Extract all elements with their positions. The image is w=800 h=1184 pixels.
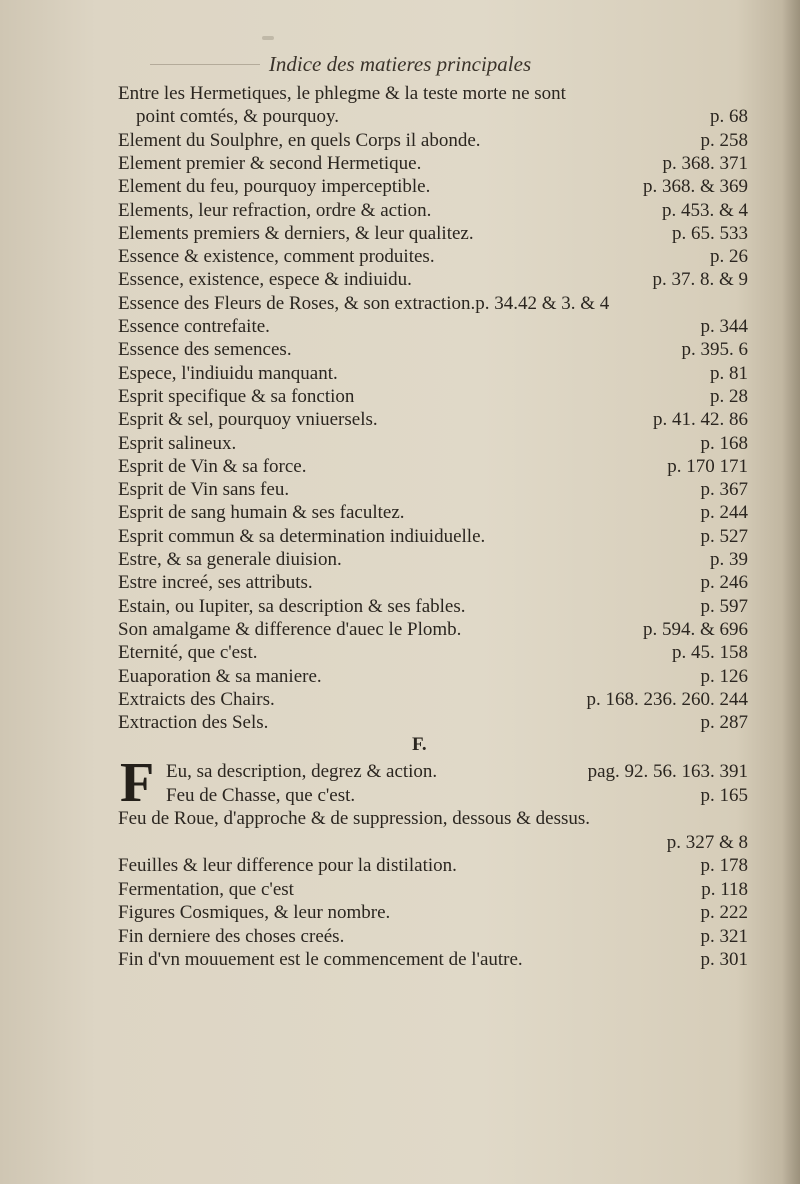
index-entry [118,854,748,878]
entry-page-ref: p. 170 171 [667,455,748,477]
index-entry [118,878,748,902]
entry-text: Feu de Chasse, que c'est. [166,784,356,806]
entry-text: Esprit commun & sa determination indiuiduelle. [118,525,486,547]
entry-page-ref: p. 258 [700,129,748,151]
entry-page-ref: p. 344 [700,316,748,337]
entry-page-ref: p. 126 [700,665,748,687]
entry-page-ref: p. 28 [710,385,748,407]
dropcap: F [120,752,155,814]
entry-page-ref: p. 246 [700,572,748,594]
entry-page-ref: p. 301 [700,949,748,970]
entry-text: point comtés, & pourquoy. [136,106,339,128]
index-entry [118,595,748,619]
entry-page-ref: p. 39 [710,549,748,570]
entry-text: Element du feu, pourquoy imperceptible. [118,176,431,198]
entry-text: Essence des Fleurs de Roses, & son extraction.p. 34.42 & 3. & 4 [118,292,610,314]
index-entry [118,385,748,409]
entry-text: Son amalgame & difference d'auec le Plomb. [118,618,462,640]
entry-text: Extraicts des Chairs. [118,688,275,710]
entry-text: Eternité, que c'est. [118,642,258,664]
entry-text: Esprit de Vin sans feu. [118,479,290,501]
index-entry [118,268,748,292]
running-head: Indice des matieres principales [268,52,532,76]
entry-page-ref: p. 287 [700,712,748,734]
entry-page-ref: p. 118 [701,878,748,900]
index-entry [118,760,748,784]
index-entry [118,571,748,595]
index-entry [118,831,748,855]
entry-page-ref: p. 527 [700,525,748,547]
index-entry [118,105,748,129]
entry-page-ref: p. 453. & 4 [661,199,748,221]
entry-text: Feu de Roue, d'approche & de suppression, dessous & dessus. [118,808,591,829]
entry-page-ref: p. 321 [700,925,748,947]
index-entry [118,432,748,456]
index-entry [118,784,748,808]
entry-text: Estre increé, ses attributs. [118,572,313,594]
entry-text: Elements premiers & derniers, & leur qualitez. [118,222,474,244]
entry-page-ref: p. 222 [700,902,748,923]
entry-text: Essence des semences. [118,339,292,361]
entry-page-ref: p. 81 [710,362,748,384]
entry-page-ref: p. 244 [700,502,748,524]
entry-text: Extraction des Sels. [118,712,269,734]
entry-text: Element du Soulphre, en quels Corps il abonde. [118,129,481,151]
entry-text: Essence, existence, espece & indiuidu. [118,269,412,291]
index-entry [118,525,748,549]
entry-page-ref: p. 68 [710,106,748,128]
entry-page-ref: p. 165 [700,784,748,806]
entry-text: Element premier & second Hermetique. [118,152,422,174]
entry-text: Fermentation, que c'est [118,878,294,900]
index-entry [118,925,748,949]
index-entry [118,199,748,223]
index-entry [118,665,748,689]
entry-page-ref: p. 41. 42. 86 [653,409,748,431]
entry-page-ref: p. 368. 371 [662,152,748,174]
index-entry [118,688,748,712]
index-entry [118,408,748,432]
index-entry [118,245,748,269]
index-entry [118,901,748,925]
index-entry [118,292,798,316]
entry-text: Euaporation & sa maniere. [118,665,322,687]
index-entry [118,548,748,572]
entry-page-ref: p. 178 [700,855,748,876]
index-entry [118,641,748,665]
section-letter: F. [412,734,427,755]
index-entry [118,338,748,362]
index-entry [118,175,748,199]
index-entry [118,82,798,106]
index-entry [118,222,748,246]
entry-text: Eu, sa description, degrez & action. [166,761,438,782]
index-entry [118,455,748,479]
index-entry [118,152,748,176]
entry-page-ref: p. 37. 8. & 9 [652,269,748,291]
entry-page-ref: p. 327 & 8 [666,831,748,853]
entry-text: Feuilles & leur difference pour la distilation. [118,855,457,876]
entry-page-ref: p. 594. & 696 [642,618,748,640]
entry-text: Entre les Hermetiques, le phlegme & la teste morte ne sont [118,83,566,104]
entry-page-ref: p. 395. 6 [681,339,748,361]
entry-text: Figures Cosmiques, & leur nombre. [118,902,391,923]
entry-text: Essence & existence, comment produites. [118,246,435,268]
entry-text: Fin d'vn mouuement est le commencement de l'autre. [118,949,523,970]
entry-page-ref: p. 45. 158 [672,642,748,664]
entry-text: Esprit specifique & sa fonction [118,385,355,407]
index-entry [118,807,798,831]
entry-text: Esprit de Vin & sa force. [118,455,307,477]
entry-page-ref: p. 597 [700,595,748,617]
index-entry [118,618,748,642]
entry-text: Elements, leur refraction, ordre & action. [118,199,432,221]
entry-page-ref: p. 26 [710,246,748,268]
index-entry [118,362,748,386]
entry-page-ref: pag. 92. 56. 163. 391 [587,761,748,782]
entry-text: Esprit salineux. [118,432,237,454]
index-entry [118,948,748,972]
entry-text: Espece, l'indiuidu manquant. [118,362,338,384]
index-entry [118,711,748,735]
entry-text: Esprit & sel, pourquoy vniuersels. [118,409,378,431]
entry-text: Fin derniere des choses creés. [118,925,345,947]
entry-page-ref: p. 65. 533 [672,222,748,244]
entry-page-ref: p. 368. & 369 [642,176,748,198]
entry-text: Estre, & sa generale diuision. [118,549,342,570]
index-entry [118,129,748,153]
entry-text: Essence contrefaite. [118,316,270,337]
entry-page-ref: p. 367 [700,479,748,501]
entry-page-ref: p. 168. 236. 260. 244 [586,688,748,710]
index-entry [118,478,748,502]
entry-text: Estain, ou Iupiter, sa description & ses fables. [118,595,466,617]
index-entry [118,315,748,339]
index-entry [118,501,748,525]
entry-text: Esprit de sang humain & ses facultez. [118,502,405,524]
entry-page-ref: p. 168 [700,432,748,454]
